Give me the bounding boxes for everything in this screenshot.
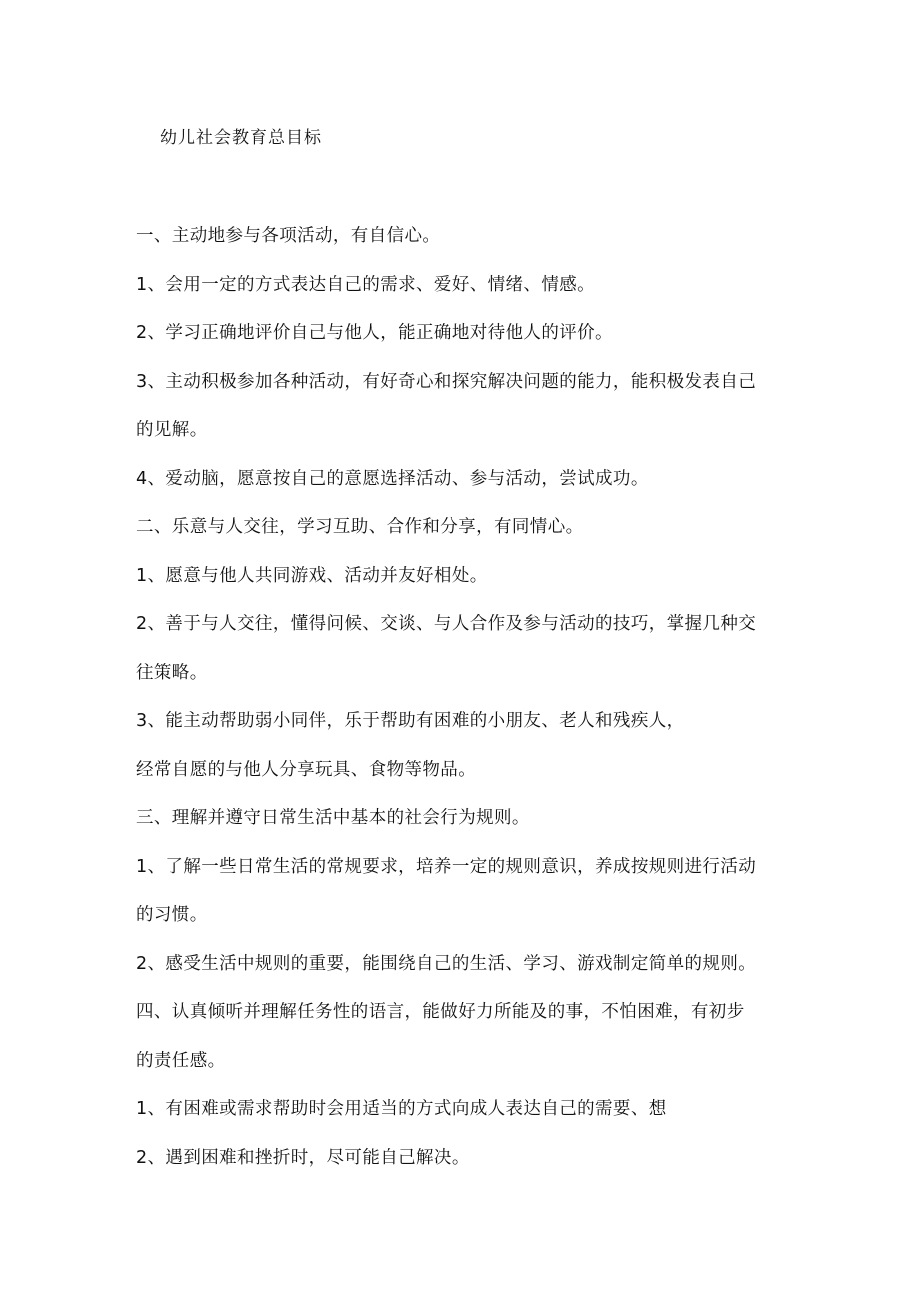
text-line: 1、有困难或需求帮助时会用适当的方式向成人表达自己的需要、想	[136, 1099, 667, 1119]
text-line: 4、爱动脑，愿意按自己的意愿选择活动、参与活动，尝试成功。	[136, 468, 649, 489]
text-line: 1、了解一些日常生活的常规要求，培养一定的规则意识，养成按规则进行活动	[136, 856, 757, 877]
text-line: 二、乐意与人交往，学习互助、合作和分享，有同情心。	[136, 517, 584, 537]
text-line: 2、学习正确地评价自己与他人，能正确地对待他人的评价。	[136, 323, 613, 343]
text-line: 2、善于与人交往，懂得问候、交谈、与人合作及参与活动的技巧，掌握几种交	[136, 614, 757, 634]
text-line: 的习惯。	[136, 905, 208, 925]
text-line: 1、愿意与他人共同游戏、活动并友好相处。	[136, 565, 488, 586]
document-body	[136, 212, 786, 1182]
text-line: 3、能主动帮助弱小同伴，乐于帮助有困难的小朋友、老人和残疾人，	[136, 711, 685, 731]
text-line: 3、主动积极参加各种活动，有好奇心和探究解决问题的能力，能积极发表自己	[136, 371, 757, 392]
text-line: 四、认真倾听并理解任务性的语言，能做好力所能及的事，不怕困难，有初步	[136, 1002, 745, 1022]
text-line: 一、主动地参与各项活动，有自信心。	[136, 226, 441, 246]
text-line: 往策略。	[136, 662, 208, 683]
document-title: 幼儿社会教育总目标	[160, 128, 322, 148]
text-line: 经常自愿的与他人分享玩具、食物等物品。	[136, 759, 477, 780]
text-line: 的见解。	[136, 420, 208, 440]
text-line: 2、遇到困难和挫折时，尽可能自己解决。	[136, 1147, 470, 1168]
text-line: 的责任感。	[136, 1050, 226, 1071]
text-line: 1、会用一定的方式表达自己的需求、爱好、情绪、情感。	[136, 274, 596, 295]
text-line: 三、理解并遵守日常生活中基本的社会行为规则。	[136, 808, 530, 828]
text-line: 2、感受生活中规则的重要，能围绕自己的生活、学习、游戏制定简单的规则。	[136, 953, 757, 974]
